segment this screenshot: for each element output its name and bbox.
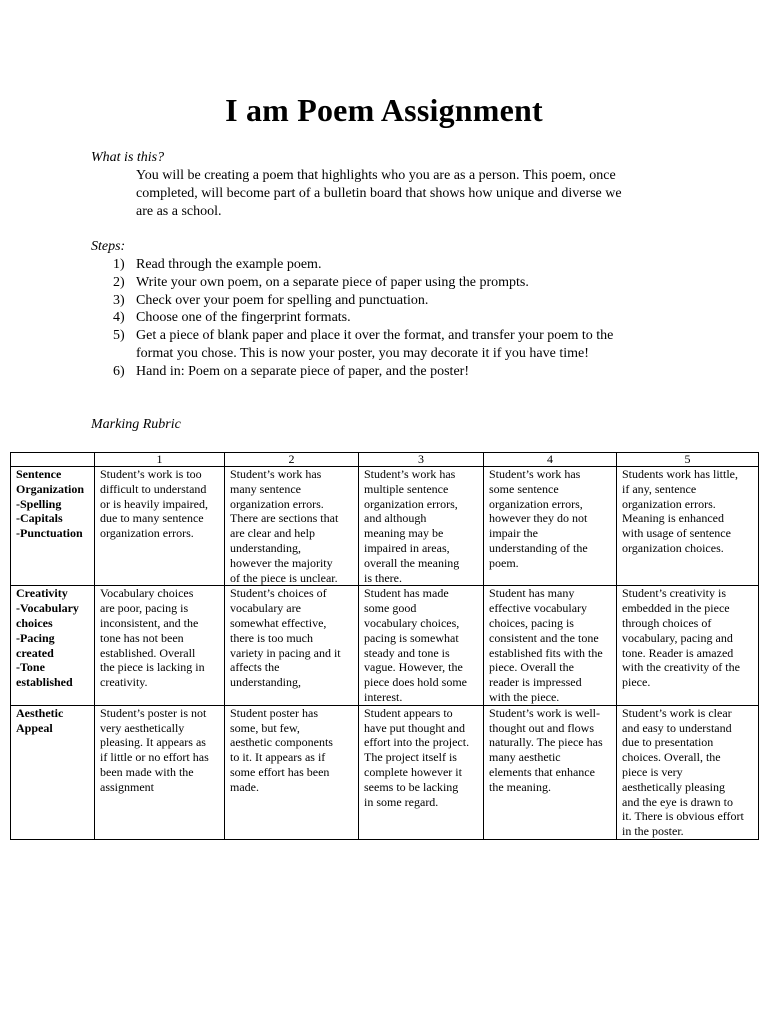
step-number: 3): [113, 292, 125, 308]
cell-line: organization choices.: [622, 540, 724, 555]
cell-line: Student’s work has: [489, 467, 581, 481]
cell-line: understanding,: [230, 675, 301, 690]
rubric-score-cell: [617, 467, 759, 586]
cell-line: organization errors,: [489, 496, 583, 511]
rubric-row: [11, 586, 759, 705]
cell-line: made.: [230, 779, 259, 794]
cell-line: reader is impressed: [489, 675, 582, 690]
cell-line: or is heavily impaired,: [100, 496, 208, 511]
cell-line: interest.: [364, 689, 403, 704]
cell-line: of the piece is unclear.: [230, 570, 338, 585]
step-text: Hand in: Poem on a separate piece of paper, and the poster!: [136, 363, 469, 379]
rubric-header-score: 5: [617, 453, 759, 467]
step-item: [113, 363, 673, 381]
cell-line: some good: [364, 601, 417, 616]
cell-line: Student’s work is well-: [489, 705, 600, 720]
cell-line: due to presentation: [622, 735, 714, 750]
rubric-score-cell: [617, 705, 759, 839]
cell-line: established. Overall: [100, 645, 196, 660]
criteria-line: -Capitals: [16, 511, 63, 526]
cell-line: understanding of the: [489, 540, 588, 555]
paragraph-line: You will be creating a poem that highlights who you are as a person. This poem, once: [136, 168, 616, 183]
cell-line: vague. However, the: [364, 660, 463, 675]
cell-line: Vocabulary choices: [100, 586, 194, 601]
cell-line: piece does hold some: [364, 675, 467, 690]
cell-line: due to many sentence: [100, 511, 204, 526]
paragraph-line: are as a school.: [136, 204, 222, 219]
cell-line: naturally. The piece has: [489, 735, 603, 750]
cell-line: organization errors,: [364, 496, 458, 511]
criteria-line: established: [16, 675, 73, 690]
cell-line: Student has made: [364, 586, 449, 601]
cell-line: understanding,: [230, 540, 301, 555]
cell-line: through choices of: [622, 615, 712, 630]
cell-line: choices, pacing is: [489, 615, 574, 630]
cell-line: however the majority: [230, 555, 333, 570]
rubric-score-cell: [484, 586, 617, 705]
cell-line: are clear and help: [230, 526, 315, 541]
cell-line: There are sections that: [230, 511, 339, 526]
cell-line: effort into the project.: [364, 735, 470, 750]
step-item: [113, 256, 673, 274]
rubric-row: [11, 467, 759, 586]
rubric-score-cell: [484, 467, 617, 586]
cell-line: in the poster.: [622, 824, 684, 839]
step-number: 2): [113, 274, 125, 290]
cell-line: to it. It appears as if: [230, 750, 326, 765]
cell-line: Meaning is enhanced: [622, 511, 724, 526]
cell-line: organization errors.: [100, 526, 194, 541]
page-title: I am Poem Assignment: [225, 92, 543, 128]
rubric-score-cell: [359, 467, 484, 586]
step-number: 5): [113, 328, 125, 344]
cell-line: affects the: [230, 660, 280, 675]
step-item: [113, 292, 673, 310]
criteria-line: -Vocabulary: [16, 601, 79, 616]
rubric-criteria-cell: [11, 467, 95, 586]
rubric-header-row: [11, 453, 759, 467]
cell-line: pleasing. It appears as: [100, 735, 206, 750]
cell-line: Student’s work is clear: [622, 705, 732, 720]
cell-line: consistent and the tone: [489, 630, 599, 645]
cell-line: somewhat effective,: [230, 615, 327, 630]
cell-line: assignment: [100, 779, 154, 794]
cell-line: and easy to understand: [622, 720, 732, 735]
step-number: 1): [113, 257, 125, 272]
cell-line: there is too much: [230, 630, 313, 645]
cell-line: Student’s work has: [230, 467, 322, 481]
cell-line: Student’s choices of: [230, 586, 327, 601]
cell-line: impair the: [489, 526, 538, 541]
cell-line: however they do not: [489, 511, 588, 526]
cell-line: organization errors.: [622, 496, 716, 511]
cell-line: multiple sentence: [364, 481, 449, 496]
step-text: Write your own poem, on a separate piece of paper using the prompts.: [136, 274, 529, 290]
cell-line: have put thought and: [364, 720, 465, 735]
rubric-header-score: 1: [95, 453, 225, 467]
step-text: Read through the example poem.: [136, 257, 322, 272]
cell-line: vocabulary, pacing and: [622, 630, 733, 645]
cell-line: variety in pacing and it: [230, 645, 341, 660]
steps-list: [113, 256, 673, 381]
cell-line: been made with the: [100, 764, 194, 779]
cell-line: pacing is somewhat: [364, 630, 459, 645]
cell-line: aesthetic components: [230, 735, 333, 750]
cell-line: Student’s work has: [364, 467, 456, 481]
rubric-criteria-cell: [11, 586, 95, 705]
cell-line: many sentence: [230, 481, 301, 496]
rubric-header-score: 3: [359, 453, 484, 467]
cell-line: if little or no effort has: [100, 750, 209, 765]
cell-line: very aesthetically: [100, 720, 185, 735]
what-is-this-heading: What is this?: [91, 150, 165, 165]
step-text: Get a piece of blank paper and place it over the format, and transfer your poem to the: [136, 328, 614, 344]
cell-line: vocabulary are: [230, 601, 301, 616]
cell-line: Student appears to: [364, 705, 453, 720]
cell-line: many aesthetic: [489, 750, 561, 765]
cell-line: are poor, pacing is: [100, 601, 189, 616]
cell-line: if any, sentence: [622, 481, 697, 496]
cell-line: some effort has been: [230, 764, 330, 779]
rubric-header-score: 4: [484, 453, 617, 467]
cell-line: some, but few,: [230, 720, 300, 735]
cell-line: with the creativity of the: [622, 660, 740, 675]
cell-line: established fits with the: [489, 645, 603, 660]
criteria-line: Organization: [16, 481, 84, 496]
rubric-row: [11, 705, 759, 839]
cell-line: with usage of sentence: [622, 526, 731, 541]
marking-rubric-table: [10, 452, 759, 840]
rubric-score-cell: [359, 586, 484, 705]
rubric-score-cell: [617, 586, 759, 705]
cell-line: Student’s work is too: [100, 467, 202, 481]
criteria-line: choices: [16, 615, 53, 630]
criteria-line: -Tone: [16, 660, 45, 675]
cell-line: choices. Overall, the: [622, 750, 721, 765]
criteria-line: -Spelling: [16, 496, 62, 511]
cell-line: Student’s poster is not: [100, 705, 207, 720]
step-item: [113, 327, 673, 363]
criteria-line: Creativity: [16, 586, 68, 601]
cell-line: inconsistent, and the: [100, 615, 199, 630]
step-text: Choose one of the fingerprint formats.: [136, 310, 351, 326]
cell-line: vocabulary choices,: [364, 615, 460, 630]
what-is-this-paragraph: [136, 167, 696, 221]
step-number: 4): [113, 310, 125, 326]
rubric-score-cell: [359, 705, 484, 839]
cell-line: tone. Reader is amazed: [622, 645, 734, 660]
cell-line: the piece is lacking in: [100, 660, 205, 675]
cell-line: is there.: [364, 570, 402, 585]
cell-line: overall the meaning: [364, 555, 460, 570]
rubric-score-cell: [484, 705, 617, 839]
criteria-line: Appeal: [16, 720, 53, 735]
rubric-header-score: 2: [225, 453, 359, 467]
step-item: [113, 274, 673, 292]
criteria-line: Sentence: [16, 467, 62, 481]
rubric-score-cell: [95, 467, 225, 586]
cell-line: embedded in the piece: [622, 601, 730, 616]
cell-line: the meaning.: [489, 779, 551, 794]
criteria-line: -Punctuation: [16, 526, 83, 541]
rubric-score-cell: [95, 586, 225, 705]
paragraph-line: completed, will become part of a bulletin board that shows how unique and diverse we: [136, 186, 622, 201]
cell-line: Students work has little,: [622, 467, 738, 481]
cell-line: piece is very: [622, 764, 683, 779]
cell-line: with the piece.: [489, 689, 560, 704]
rubric-header-criteria: [11, 453, 95, 467]
rubric-body: [11, 467, 759, 840]
cell-line: and although: [364, 511, 427, 526]
cell-line: seems to be lacking: [364, 779, 459, 794]
step-text: format you chose. This is now your poster, you may decorate it if you have time!: [136, 345, 589, 361]
rubric-criteria-cell: [11, 705, 95, 839]
rubric-heading: Marking Rubric: [91, 417, 181, 432]
cell-line: complete however it: [364, 764, 462, 779]
step-item: [113, 309, 673, 327]
cell-line: Student’s creativity is: [622, 586, 726, 601]
cell-line: thought out and flows: [489, 720, 594, 735]
cell-line: The project itself is: [364, 750, 457, 765]
cell-line: difficult to understand: [100, 481, 207, 496]
criteria-line: -Pacing: [16, 630, 55, 645]
cell-line: steady and tone is: [364, 645, 450, 660]
step-number: 6): [113, 363, 125, 379]
cell-line: piece. Overall the: [489, 660, 574, 675]
cell-line: meaning may be: [364, 526, 444, 541]
criteria-line: Aesthetic: [16, 705, 64, 720]
cell-line: organization errors.: [230, 496, 324, 511]
cell-line: aesthetically pleasing: [622, 779, 725, 794]
rubric-score-cell: [225, 705, 359, 839]
cell-line: Student has many: [489, 586, 575, 601]
cell-line: elements that enhance: [489, 764, 595, 779]
cell-line: impaired in areas,: [364, 540, 450, 555]
cell-line: tone has not been: [100, 630, 184, 645]
rubric-score-cell: [225, 467, 359, 586]
steps-heading: Steps:: [91, 239, 126, 254]
cell-line: creativity.: [100, 675, 148, 690]
criteria-line: created: [16, 645, 54, 660]
cell-line: effective vocabulary: [489, 601, 588, 616]
cell-line: some sentence: [489, 481, 559, 496]
cell-line: Student poster has: [230, 705, 318, 720]
cell-line: and the eye is drawn to: [622, 794, 733, 809]
cell-line: poem.: [489, 555, 519, 570]
rubric-score-cell: [225, 586, 359, 705]
cell-line: it. There is obvious effort: [622, 809, 744, 824]
cell-line: piece.: [622, 675, 651, 690]
step-text: Check over your poem for spelling and punctuation.: [136, 292, 429, 308]
cell-line: in some regard.: [364, 794, 439, 809]
rubric-score-cell: [95, 705, 225, 839]
